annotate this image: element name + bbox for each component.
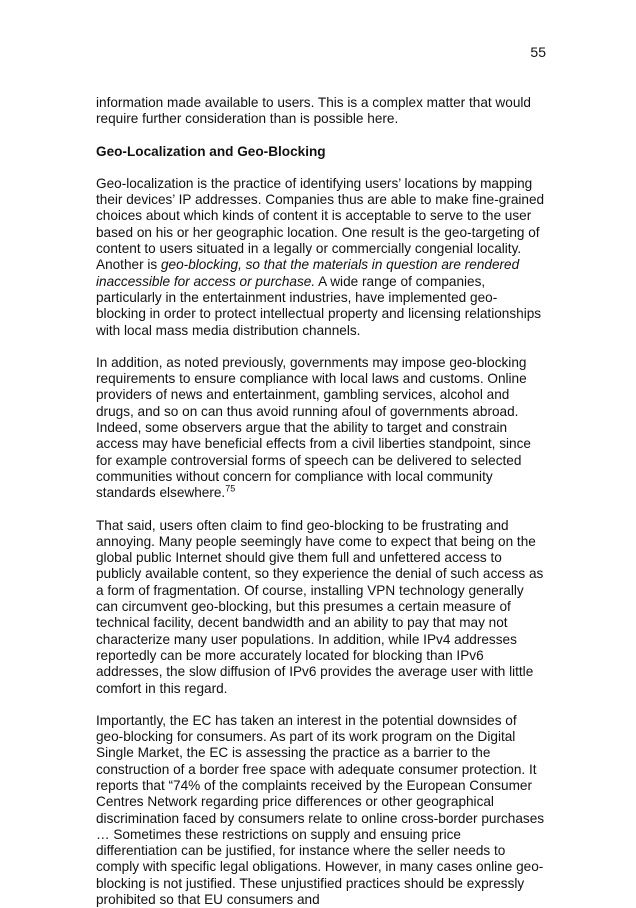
paragraph-ec: Importantly, the EC has taken an interest in the potential downsides of geo-blocking for consumers. As part of its work program on the Digital Single Market, the EC is assessing the practice as a barrier to the construction of a border free space with adequate consumer protection. It reports that “74% of the complaints received by the European Consumer Centres Network regarding price differences or other geographical discrimination faced by consumers relate to online cross-border purchases … Sometimes these restrictions on supply and ensuing price differentiation can be justified, for instance where the seller needs to comply with specific legal obligations. However, in many cases online geo-blocking is not justified. These unjustified practices should be expressly prohibited so that EU consumers and xyxy=(96,712,545,908)
paragraph-text: In addition, as noted previously, governments may impose geo-blocking requirements to ensure compliance with local laws and customs. Online providers of news and entertainment, gambling services, alcohol and drugs, and so on can thus avoid running afoul of governments abroad. Indeed, some observers argue that the ability to target and constrain access may have beneficial effects from a civil liberties standpoint, since for example controversial forms of speech can be delivered to selected communities without concern for compliance with local community standards elsewhere. xyxy=(96,354,531,501)
body-text xyxy=(96,95,546,908)
paragraph-geo-localization xyxy=(96,176,546,339)
page-number: 55 xyxy=(530,44,546,60)
paragraph-users: That said, users often claim to find geo-blocking to be frustrating and annoying. Many people seemingly have come to expect that being on the global public Internet should give them full and unfettered access to publicly available content, so they experience the denial of such access as a form of fragmentation. Of course, installing VPN technology generally can circumvent geo-blocking, but this presumes a certain measure of technical facility, decent bandwidth and an ability to pay that may not characterize many user populations. In addition, while IPv4 addresses reportedly can be more accurately located for blocking than IPv6 addresses, the slow diffusion of IPv6 provides the average user with little comfort in this regard. xyxy=(96,517,544,696)
paragraph-continuation: information made available to users. This is a complex matter that would require further consideration than is possible here. xyxy=(96,95,531,127)
italic-definition: geo-blocking, so that the materials in question are rendered inaccessible for access or purchase. xyxy=(96,257,520,289)
paragraph-text: A wide range of companies, particularly in the entertainment industries, have implemented geo-blocking in order to protect intellectual property and licensing relationships with local mass media distribution channels. xyxy=(96,273,542,338)
paragraph-governments xyxy=(96,355,546,502)
paragraph-text: Geo-localization is the practice of identifying users’ locations by mapping their devices’ IP addresses. Companies thus are able to make fine-grained choices about which kinds of content it is acceptable to serve to the user based on his or her geographic location. One result is the geo-targeting of content to users situated in a legally or commercially congenial locality. Another is xyxy=(96,175,545,273)
footnote-marker: 75 xyxy=(225,483,236,494)
section-heading: Geo-Localization and Geo-Blocking xyxy=(96,143,326,159)
